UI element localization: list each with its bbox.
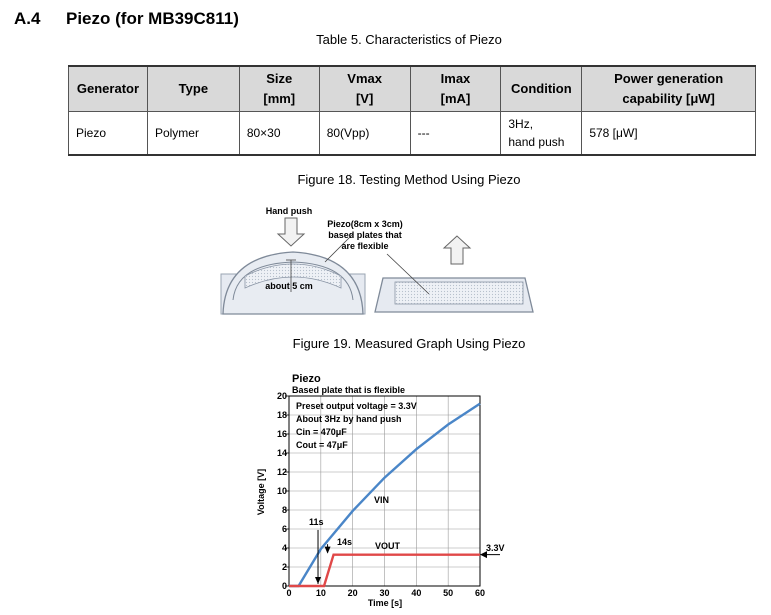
- table-caption: Table 5. Characteristics of Piezo: [316, 32, 502, 47]
- x-tick-label: 60: [474, 588, 486, 598]
- note-preset-voltage: Preset output voltage = 3.3V: [296, 401, 417, 411]
- figure18-caption: Figure 18. Testing Method Using Piezo: [297, 172, 521, 187]
- label-piezo-size: Piezo(8cm x 3cm): [327, 219, 403, 229]
- x-axis-label: Time [s]: [367, 598, 403, 608]
- characteristics-table: [68, 65, 756, 156]
- header-condition: Condition: [501, 66, 582, 112]
- x-tick-label: 10: [315, 588, 326, 598]
- cell-imax: ---: [410, 112, 501, 156]
- note-hand-push: About 3Hz by hand push: [296, 414, 402, 424]
- cell-condition: 3Hz, hand push: [501, 112, 582, 156]
- y-tick-label: 16: [276, 429, 287, 439]
- label-hand-push: Hand push: [265, 206, 313, 216]
- label-3-3v: 3.3V: [486, 543, 505, 553]
- header-size: Size [mm]: [239, 66, 319, 112]
- y-tick-label: 2: [281, 562, 287, 572]
- header-generator: Generator: [69, 66, 148, 112]
- table-row: [69, 112, 756, 156]
- cell-generator: Piezo: [69, 112, 148, 156]
- piezo-film-right: [395, 282, 523, 304]
- arrow-up-icon: [444, 236, 470, 264]
- y-tick-label: 12: [276, 467, 287, 477]
- figure19-caption: Figure 19. Measured Graph Using Piezo: [292, 336, 526, 351]
- note-cout: Cout = 47μF: [296, 440, 348, 450]
- x-tick-label: 20: [347, 588, 358, 598]
- marker-14s-arrow: [325, 547, 331, 554]
- y-tick-label: 0: [281, 581, 287, 591]
- y-tick-label: 6: [281, 524, 287, 534]
- y-tick-label: 4: [281, 543, 287, 553]
- arrow-down-icon: [278, 218, 304, 246]
- testing-method-illustration: [215, 200, 545, 322]
- label-piezo-plates: based plates that: [328, 230, 402, 240]
- chart-title: Piezo: [292, 373, 321, 385]
- header-imax: Imax [mA]: [410, 66, 501, 112]
- cell-type: Polymer: [147, 112, 239, 156]
- x-tick-label: 40: [411, 588, 422, 598]
- x-tick-label: 0: [286, 588, 292, 598]
- measured-graph: [250, 366, 550, 612]
- marker-11s-arrow: [315, 577, 321, 584]
- y-tick-label: 8: [281, 505, 287, 515]
- y-axis-label: Voltage [V]: [256, 468, 266, 516]
- y-tick-label: 20: [276, 391, 287, 401]
- y-tick-label: 18: [276, 410, 287, 420]
- header-power: Power generation capability [μW]: [582, 66, 756, 112]
- label-vin: VIN: [374, 495, 390, 505]
- x-tick-label: 50: [443, 588, 454, 598]
- chart-subtitle: Based plate that is flexible: [292, 385, 406, 395]
- label-11s: 11s: [309, 517, 324, 527]
- x-tick-label: 30: [379, 588, 390, 598]
- label-14s: 14s: [337, 537, 353, 547]
- cell-size: 80×30: [239, 112, 319, 156]
- label-about-5cm: about 5 cm: [265, 281, 313, 291]
- y-tick-label: 10: [276, 486, 287, 496]
- header-type: Type: [147, 66, 239, 112]
- y-tick-label: 14: [276, 448, 287, 458]
- section-number: A.4: [14, 9, 41, 28]
- cell-power: 578 [μW]: [582, 112, 756, 156]
- cell-vmax: 80(Vpp): [319, 112, 410, 156]
- section-title: Piezo (for MB39C811): [66, 9, 239, 28]
- label-piezo-flexible: are flexible: [341, 241, 389, 251]
- note-cin: Cin = 470μF: [296, 427, 347, 437]
- header-vmax: Vmax [V]: [319, 66, 410, 112]
- label-vout: VOUT: [375, 541, 401, 551]
